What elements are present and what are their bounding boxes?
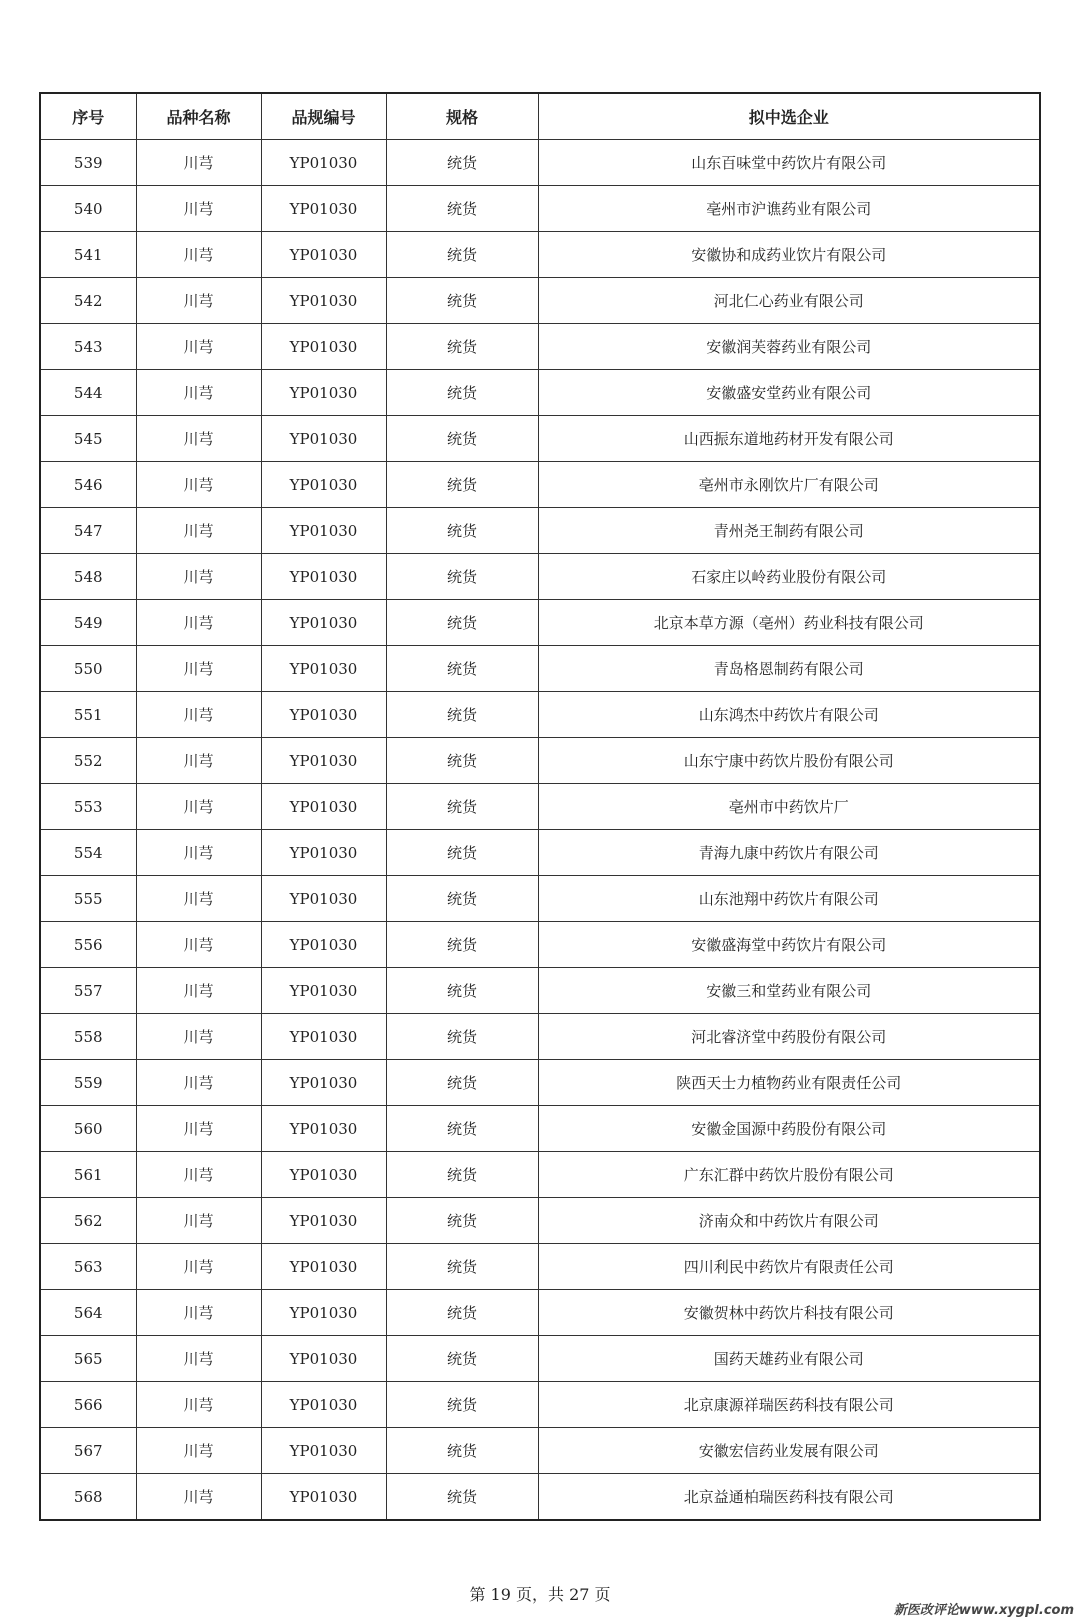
cell-serial-number: 553 [40,784,136,830]
cell-spec-code: YP01030 [261,140,386,186]
cell-variety-name: 川芎 [136,922,261,968]
cell-proposed-company: 亳州市永刚饮片厂有限公司 [538,462,1040,508]
cell-serial-number: 539 [40,140,136,186]
table-row [40,140,1040,186]
cell-serial-number: 541 [40,232,136,278]
cell-spec-code: YP01030 [261,876,386,922]
cell-serial-number: 563 [40,1244,136,1290]
cell-proposed-company: 陕西天士力植物药业有限责任公司 [538,1060,1040,1106]
table-row [40,830,1040,876]
cell-spec-code: YP01030 [261,416,386,462]
cell-proposed-company: 四川利民中药饮片有限责任公司 [538,1244,1040,1290]
cell-specification: 统货 [386,830,538,876]
cell-spec-code: YP01030 [261,1014,386,1060]
cell-proposed-company: 山东宁康中药饮片股份有限公司 [538,738,1040,784]
table-row [40,922,1040,968]
table-row [40,784,1040,830]
cell-specification: 统货 [386,1198,538,1244]
cell-variety-name: 川芎 [136,968,261,1014]
table-row [40,370,1040,416]
cell-serial-number: 556 [40,922,136,968]
table-row [40,554,1040,600]
cell-spec-code: YP01030 [261,1336,386,1382]
cell-proposed-company: 广东汇群中药饮片股份有限公司 [538,1152,1040,1198]
cell-specification: 统货 [386,1014,538,1060]
table-row [40,692,1040,738]
cell-spec-code: YP01030 [261,278,386,324]
cell-proposed-company: 安徽金国源中药股份有限公司 [538,1106,1040,1152]
cell-spec-code: YP01030 [261,462,386,508]
cell-specification: 统货 [386,738,538,784]
table-row [40,1152,1040,1198]
cell-serial-number: 562 [40,1198,136,1244]
cell-proposed-company: 山西振东道地药材开发有限公司 [538,416,1040,462]
cell-serial-number: 560 [40,1106,136,1152]
cell-proposed-company: 安徽三和堂药业有限公司 [538,968,1040,1014]
cell-variety-name: 川芎 [136,508,261,554]
table-row [40,968,1040,1014]
table-row [40,646,1040,692]
cell-spec-code: YP01030 [261,784,386,830]
header-specification: 规格 [386,93,538,140]
cell-serial-number: 557 [40,968,136,1014]
cell-spec-code: YP01030 [261,1244,386,1290]
header-spec-code: 品规编号 [261,93,386,140]
cell-specification: 统货 [386,1428,538,1474]
cell-spec-code: YP01030 [261,692,386,738]
bid-results-table [39,92,1041,1521]
table-body [40,140,1040,1521]
cell-serial-number: 551 [40,692,136,738]
cell-serial-number: 544 [40,370,136,416]
cell-specification: 统货 [386,462,538,508]
table-row [40,600,1040,646]
cell-serial-number: 552 [40,738,136,784]
site-watermark: 新医改评论www.xygpl.com [893,1603,1074,1618]
cell-variety-name: 川芎 [136,1244,261,1290]
cell-serial-number: 545 [40,416,136,462]
cell-specification: 统货 [386,646,538,692]
table-row [40,1382,1040,1428]
cell-variety-name: 川芎 [136,1014,261,1060]
cell-serial-number: 543 [40,324,136,370]
cell-specification: 统货 [386,1152,538,1198]
cell-variety-name: 川芎 [136,876,261,922]
table-row [40,1014,1040,1060]
cell-proposed-company: 亳州市沪谯药业有限公司 [538,186,1040,232]
cell-variety-name: 川芎 [136,830,261,876]
cell-serial-number: 547 [40,508,136,554]
cell-variety-name: 川芎 [136,232,261,278]
cell-spec-code: YP01030 [261,1428,386,1474]
cell-serial-number: 561 [40,1152,136,1198]
cell-proposed-company: 山东百味堂中药饮片有限公司 [538,140,1040,186]
cell-specification: 统货 [386,1382,538,1428]
table-row [40,324,1040,370]
cell-variety-name: 川芎 [136,1106,261,1152]
cell-specification: 统货 [386,508,538,554]
cell-specification: 统货 [386,1336,538,1382]
cell-spec-code: YP01030 [261,922,386,968]
cell-variety-name: 川芎 [136,278,261,324]
cell-variety-name: 川芎 [136,554,261,600]
cell-proposed-company: 青岛格恩制药有限公司 [538,646,1040,692]
cell-specification: 统货 [386,1474,538,1521]
cell-variety-name: 川芎 [136,1336,261,1382]
cell-proposed-company: 北京益通柏瑞医药科技有限公司 [538,1474,1040,1521]
table-row [40,1290,1040,1336]
cell-spec-code: YP01030 [261,1474,386,1521]
cell-proposed-company: 安徽盛海堂中药饮片有限公司 [538,922,1040,968]
cell-serial-number: 554 [40,830,136,876]
cell-specification: 统货 [386,370,538,416]
cell-spec-code: YP01030 [261,830,386,876]
cell-specification: 统货 [386,278,538,324]
cell-variety-name: 川芎 [136,462,261,508]
header-serial-number: 序号 [40,93,136,140]
cell-variety-name: 川芎 [136,1198,261,1244]
cell-specification: 统货 [386,784,538,830]
cell-variety-name: 川芎 [136,646,261,692]
cell-specification: 统货 [386,1244,538,1290]
cell-proposed-company: 山东鸿杰中药饮片有限公司 [538,692,1040,738]
cell-serial-number: 566 [40,1382,136,1428]
cell-specification: 统货 [386,232,538,278]
cell-variety-name: 川芎 [136,140,261,186]
cell-proposed-company: 国药天雄药业有限公司 [538,1336,1040,1382]
cell-proposed-company: 北京本草方源（亳州）药业科技有限公司 [538,600,1040,646]
cell-spec-code: YP01030 [261,1290,386,1336]
table-row [40,1428,1040,1474]
cell-proposed-company: 安徽协和成药业饮片有限公司 [538,232,1040,278]
cell-spec-code: YP01030 [261,1198,386,1244]
cell-specification: 统货 [386,554,538,600]
cell-proposed-company: 青海九康中药饮片有限公司 [538,830,1040,876]
cell-serial-number: 546 [40,462,136,508]
table-row [40,186,1040,232]
table-row [40,462,1040,508]
cell-spec-code: YP01030 [261,1152,386,1198]
cell-specification: 统货 [386,876,538,922]
cell-serial-number: 558 [40,1014,136,1060]
cell-spec-code: YP01030 [261,370,386,416]
table-row [40,1198,1040,1244]
cell-spec-code: YP01030 [261,1382,386,1428]
cell-variety-name: 川芎 [136,1382,261,1428]
table-row [40,1474,1040,1521]
table-row [40,876,1040,922]
table-row [40,738,1040,784]
cell-proposed-company: 河北仁心药业有限公司 [538,278,1040,324]
cell-variety-name: 川芎 [136,370,261,416]
cell-variety-name: 川芎 [136,186,261,232]
table-row [40,1336,1040,1382]
cell-serial-number: 548 [40,554,136,600]
table-header-row [40,93,1040,140]
cell-proposed-company: 河北睿济堂中药股份有限公司 [538,1014,1040,1060]
cell-variety-name: 川芎 [136,416,261,462]
cell-spec-code: YP01030 [261,646,386,692]
cell-specification: 统货 [386,692,538,738]
page-number: 第 19 页，共 27 页 [469,1585,611,1604]
table-row [40,1060,1040,1106]
cell-specification: 统货 [386,922,538,968]
cell-serial-number: 567 [40,1428,136,1474]
cell-variety-name: 川芎 [136,1152,261,1198]
cell-proposed-company: 安徽润芙蓉药业有限公司 [538,324,1040,370]
cell-variety-name: 川芎 [136,1428,261,1474]
cell-spec-code: YP01030 [261,600,386,646]
cell-spec-code: YP01030 [261,232,386,278]
cell-serial-number: 540 [40,186,136,232]
cell-spec-code: YP01030 [261,554,386,600]
cell-specification: 统货 [386,140,538,186]
cell-serial-number: 568 [40,1474,136,1521]
cell-variety-name: 川芎 [136,1474,261,1521]
cell-specification: 统货 [386,1106,538,1152]
cell-specification: 统货 [386,416,538,462]
cell-proposed-company: 安徽盛安堂药业有限公司 [538,370,1040,416]
cell-spec-code: YP01030 [261,186,386,232]
header-proposed-company: 拟中选企业 [538,93,1040,140]
table-row [40,1106,1040,1152]
cell-serial-number: 564 [40,1290,136,1336]
cell-serial-number: 550 [40,646,136,692]
cell-spec-code: YP01030 [261,968,386,1014]
cell-serial-number: 565 [40,1336,136,1382]
cell-spec-code: YP01030 [261,1060,386,1106]
header-variety-name: 品种名称 [136,93,261,140]
cell-variety-name: 川芎 [136,324,261,370]
cell-proposed-company: 安徽宏信药业发展有限公司 [538,1428,1040,1474]
cell-specification: 统货 [386,968,538,1014]
cell-serial-number: 542 [40,278,136,324]
cell-variety-name: 川芎 [136,784,261,830]
cell-proposed-company: 石家庄以岭药业股份有限公司 [538,554,1040,600]
cell-proposed-company: 亳州市中药饮片厂 [538,784,1040,830]
cell-specification: 统货 [386,186,538,232]
cell-serial-number: 555 [40,876,136,922]
cell-serial-number: 559 [40,1060,136,1106]
table-row [40,278,1040,324]
cell-proposed-company: 青州尧王制药有限公司 [538,508,1040,554]
table-row [40,416,1040,462]
cell-proposed-company: 山东池翔中药饮片有限公司 [538,876,1040,922]
cell-specification: 统货 [386,1060,538,1106]
cell-specification: 统货 [386,1290,538,1336]
cell-variety-name: 川芎 [136,1290,261,1336]
cell-spec-code: YP01030 [261,324,386,370]
cell-variety-name: 川芎 [136,692,261,738]
cell-proposed-company: 安徽贺林中药饮片科技有限公司 [538,1290,1040,1336]
cell-proposed-company: 济南众和中药饮片有限公司 [538,1198,1040,1244]
cell-variety-name: 川芎 [136,1060,261,1106]
cell-variety-name: 川芎 [136,738,261,784]
table-row [40,232,1040,278]
cell-proposed-company: 北京康源祥瑞医药科技有限公司 [538,1382,1040,1428]
cell-spec-code: YP01030 [261,738,386,784]
cell-serial-number: 549 [40,600,136,646]
cell-variety-name: 川芎 [136,600,261,646]
cell-spec-code: YP01030 [261,1106,386,1152]
table-row [40,1244,1040,1290]
table-row [40,508,1040,554]
cell-spec-code: YP01030 [261,508,386,554]
cell-specification: 统货 [386,324,538,370]
cell-specification: 统货 [386,600,538,646]
